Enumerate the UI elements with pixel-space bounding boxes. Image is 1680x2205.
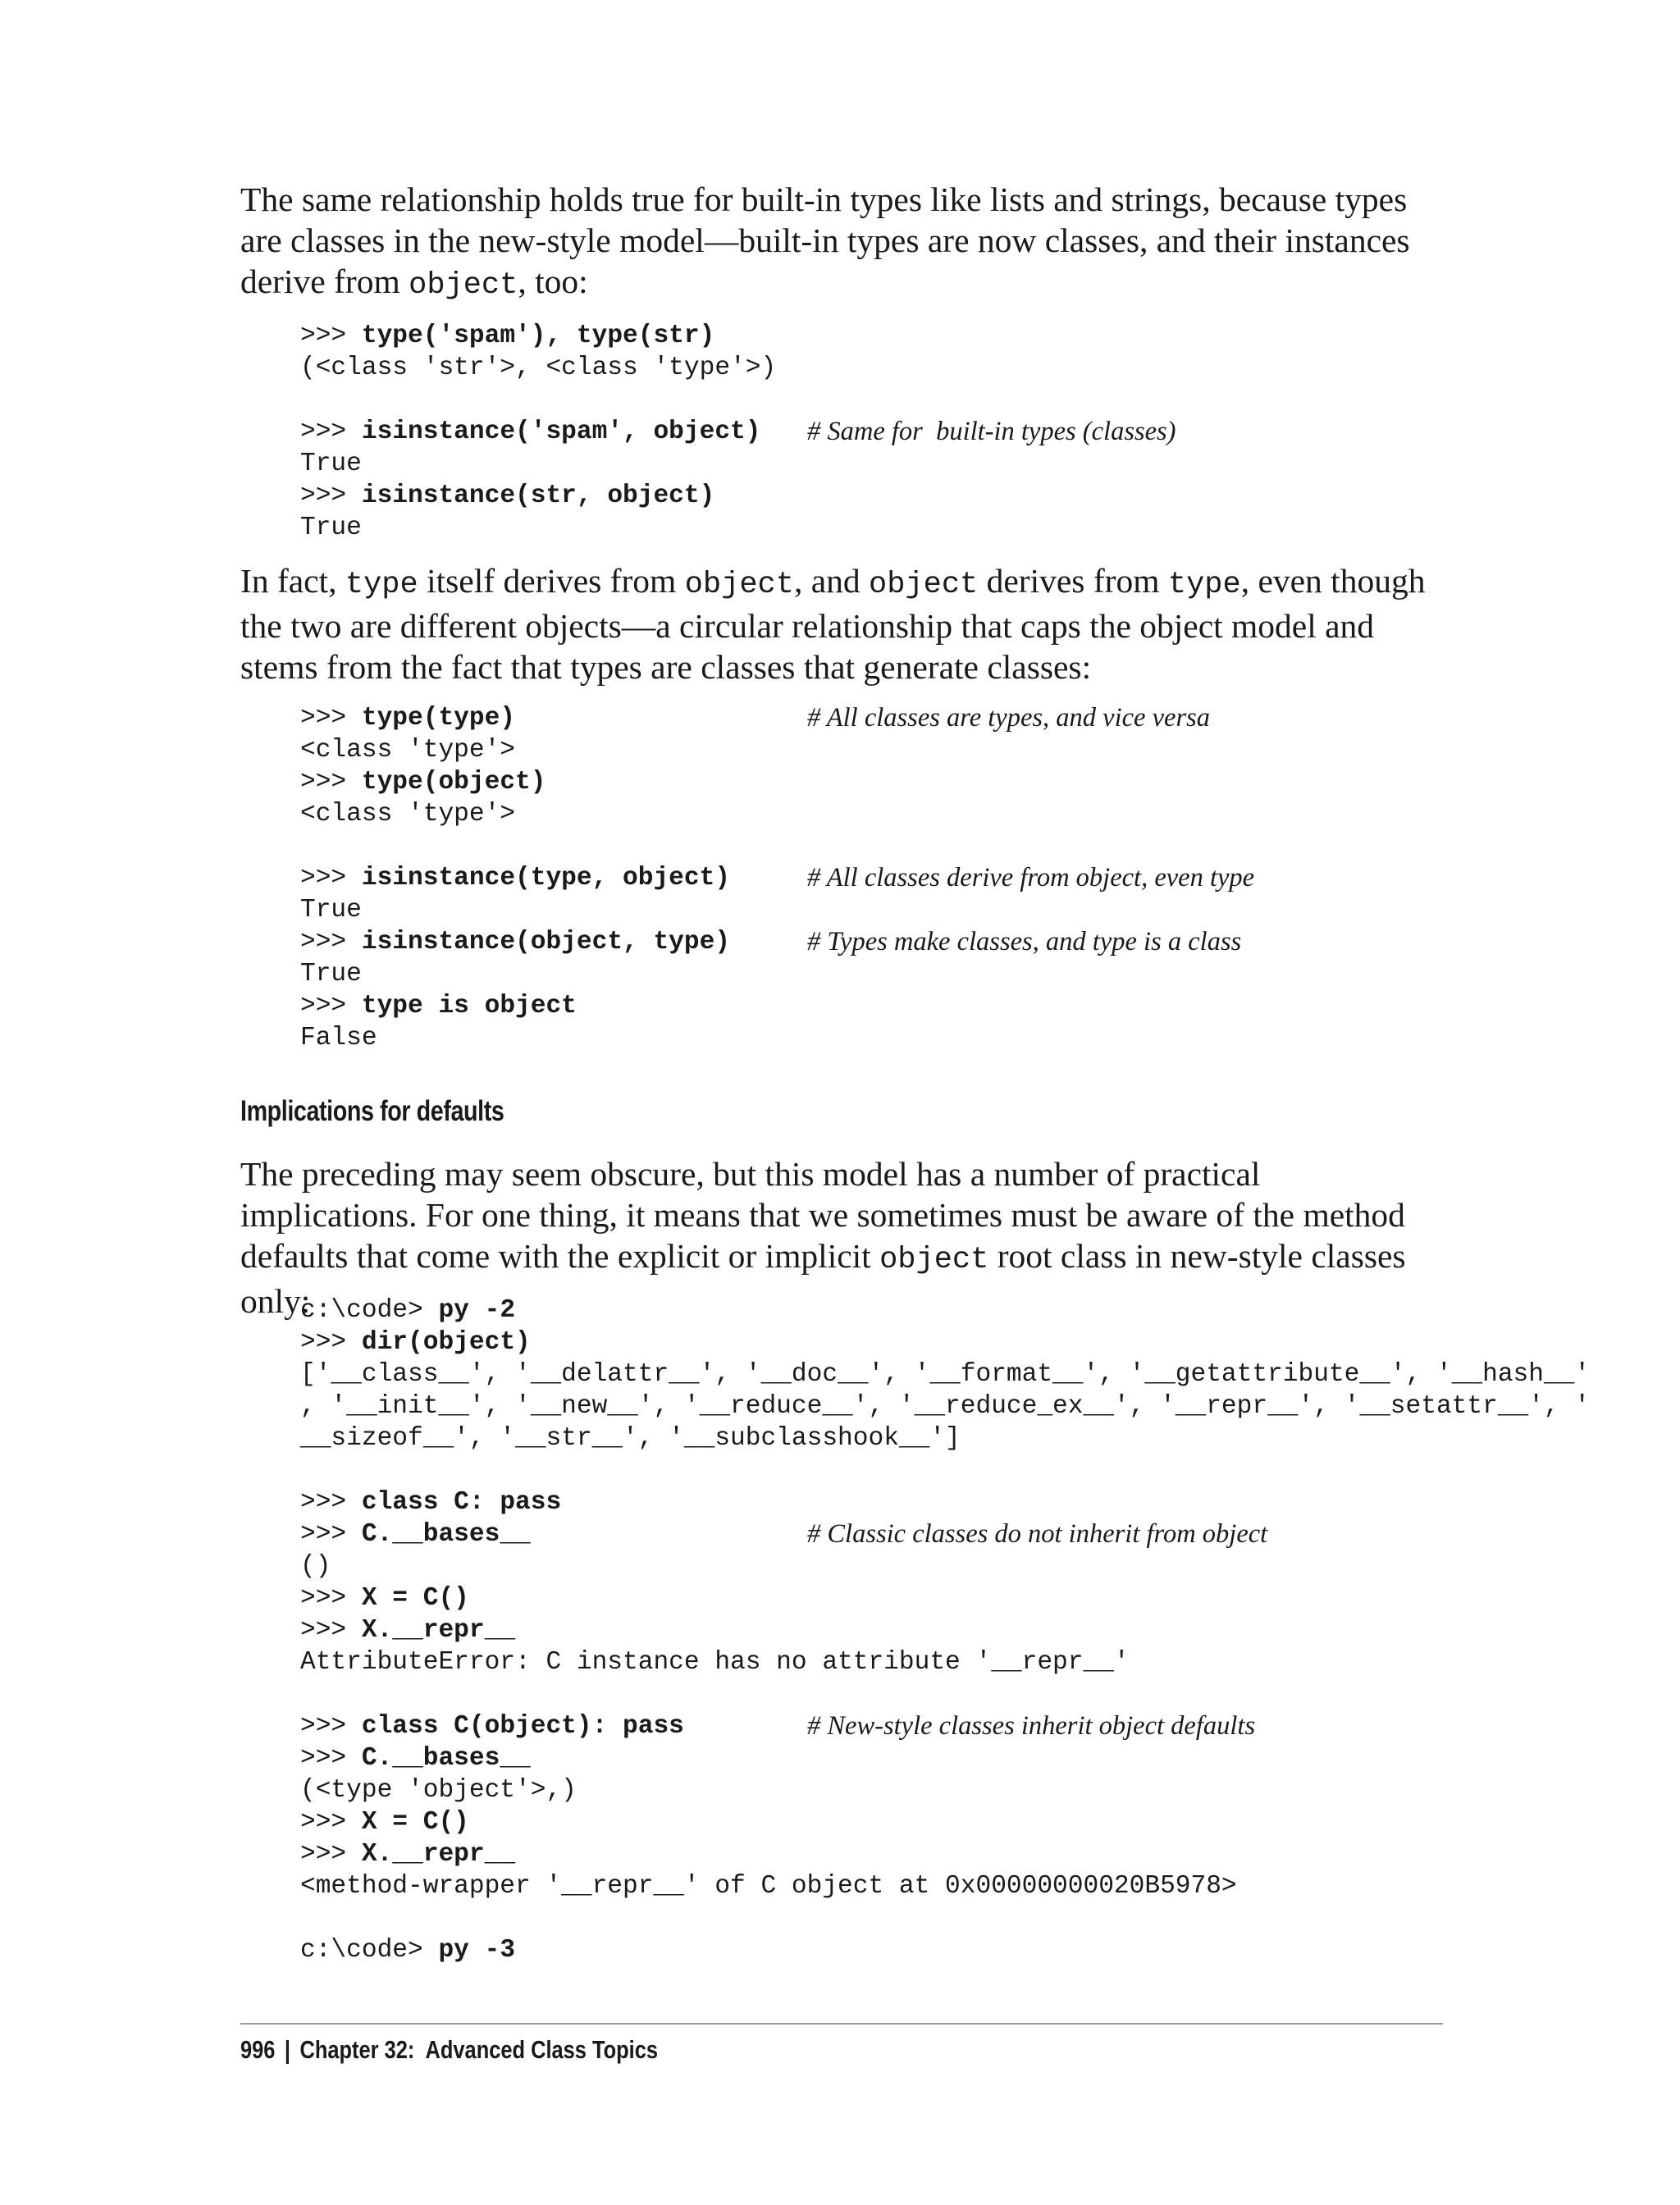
code-output: <class 'type'> <box>300 800 516 829</box>
code-line <box>300 352 1449 384</box>
code-output: <method-wrapper '__repr__' of C object at 0x00000000020B5978> <box>300 1872 1237 1901</box>
code-line <box>300 1774 1449 1806</box>
code-prompt: >>> <box>300 768 362 797</box>
code-line <box>300 1422 1449 1454</box>
code-input: isinstance('spam', object) <box>361 418 761 446</box>
code-line <box>300 320 1449 352</box>
code-line <box>300 1518 1449 1550</box>
paragraph-text: The same relationship holds true for built-in types like lists and strings, because types are classes in the new-style model—built-in types are now classes, and their instances derive from <box>240 180 1410 300</box>
code-output: __sizeof__', '__str__', '__subclasshook__'] <box>300 1424 961 1453</box>
code-line <box>300 798 1449 830</box>
code-blank-line <box>300 1454 1449 1486</box>
code-line <box>300 416 1449 448</box>
code-block-type-object <box>300 702 1449 1054</box>
code-line <box>300 1646 1449 1678</box>
paragraph-text: , and <box>793 562 869 600</box>
inline-code: object <box>879 1243 989 1277</box>
code-prompt: c:\code> <box>300 1936 439 1965</box>
code-comment: # Classic classes do not inherit from object <box>807 1519 1268 1549</box>
code-line <box>300 1294 1449 1326</box>
code-line <box>300 734 1449 766</box>
code-output: False <box>300 1024 377 1052</box>
code-blank-line <box>300 1902 1449 1934</box>
code-block-builtin-types <box>300 320 1449 544</box>
paragraph-builtin-types <box>240 179 1443 306</box>
code-line <box>300 862 1449 894</box>
code-blank-line <box>300 384 1449 416</box>
code-input: X = C() <box>361 1808 469 1837</box>
code-line <box>300 894 1449 926</box>
code-comment: # Same for built-in types (classes) <box>807 417 1176 446</box>
code-input: X.__repr__ <box>361 1616 516 1645</box>
code-line <box>300 1022 1449 1054</box>
paragraph-text: root class in new-style classes only: <box>240 1237 1406 1320</box>
code-prompt: >>> <box>300 322 362 350</box>
section-heading: Implications for defaults <box>240 1095 504 1127</box>
code-prompt: >>> <box>300 1808 362 1837</box>
paragraph-text: , even though the two are different objects—a circular relationship that caps the object model and stems from the fact that types are classes that generate classes: <box>240 562 1426 686</box>
code-prompt: >>> <box>300 864 362 892</box>
code-output: , '__init__', '__new__', '__reduce__', '__reduce_ex__', '__repr__', '__setattr__', ' <box>300 1392 1591 1421</box>
code-blank-line <box>300 830 1449 862</box>
code-prompt: >>> <box>300 1840 362 1869</box>
page-number: 996 <box>240 2035 276 2064</box>
code-input: py -2 <box>438 1296 516 1325</box>
code-input: isinstance(str, object) <box>361 482 715 510</box>
code-output: (<class 'str'>, <class 'type'>) <box>300 354 777 382</box>
code-output: True <box>300 960 362 988</box>
paragraph-type-object-circular <box>240 560 1443 687</box>
inline-code: object <box>684 568 794 602</box>
code-line <box>300 1486 1449 1518</box>
code-input: type is object <box>361 992 577 1020</box>
code-line <box>300 1582 1449 1614</box>
code-output: True <box>300 896 362 924</box>
paragraph-text: , too: <box>518 262 588 300</box>
code-input: C.__bases__ <box>361 1744 531 1773</box>
code-prompt: >>> <box>300 1744 362 1773</box>
inline-code: type <box>345 568 418 602</box>
code-prompt: >>> <box>300 482 362 510</box>
paragraph-text: derives from <box>978 562 1168 600</box>
code-output: True <box>300 450 362 478</box>
footer-divider <box>240 2023 1443 2025</box>
code-output: <class 'type'> <box>300 736 516 765</box>
paragraph-text: The preceding may seem obscure, but this model has a number of practical implications. For one thing, it means that we sometimes must be aware of the method defaults that come with the explicit or implicit <box>240 1155 1405 1275</box>
inline-code: type <box>1167 568 1241 602</box>
code-input: type('spam'), type(str) <box>361 322 715 350</box>
code-line <box>300 480 1449 512</box>
code-line <box>300 1742 1449 1774</box>
code-input: class C: pass <box>361 1488 562 1517</box>
code-block-defaults <box>300 1294 1591 1966</box>
code-line <box>300 512 1449 544</box>
code-input: C.__bases__ <box>361 1520 531 1549</box>
code-line <box>300 1550 1449 1582</box>
code-comment: # Types make classes, and type is a class <box>807 927 1242 956</box>
code-input: type(object) <box>361 768 546 797</box>
code-input: isinstance(object, type) <box>361 928 731 956</box>
code-prompt: >>> <box>300 1488 362 1517</box>
page-footer <box>240 2035 658 2065</box>
code-prompt: >>> <box>300 704 362 733</box>
code-prompt: c:\code> <box>300 1296 439 1325</box>
code-line <box>300 1838 1449 1870</box>
code-line <box>300 1390 1591 1422</box>
code-output: ['__class__', '__delattr__', '__doc__', '__format__', '__getattribute__', '__hash__' <box>300 1360 1591 1389</box>
code-line <box>300 1326 1449 1358</box>
chapter-title: Chapter 32: Advanced Class Topics <box>299 2035 659 2064</box>
code-output: AttributeError: C instance has no attribute '__repr__' <box>300 1648 1130 1677</box>
code-input: py -3 <box>438 1936 516 1965</box>
code-prompt: >>> <box>300 418 362 446</box>
code-input: X.__repr__ <box>361 1840 516 1869</box>
code-prompt: >>> <box>300 1328 362 1357</box>
code-prompt: >>> <box>300 928 362 956</box>
code-output: True <box>300 514 362 542</box>
paragraph-text: In fact, <box>240 562 345 600</box>
code-input: type(type) <box>361 704 516 733</box>
code-input: isinstance(type, object) <box>361 864 731 892</box>
code-comment: # All classes derive from object, even type <box>807 863 1255 892</box>
inline-code: object <box>869 568 979 602</box>
code-comment: # New-style classes inherit object defaults <box>807 1711 1256 1741</box>
code-line <box>300 1710 1449 1742</box>
code-line <box>300 1870 1449 1902</box>
code-line <box>300 990 1449 1022</box>
code-input: X = C() <box>361 1584 469 1613</box>
inline-code: object <box>409 268 518 303</box>
code-prompt: >>> <box>300 1584 362 1613</box>
code-comment: # All classes are types, and vice versa <box>807 703 1210 733</box>
code-prompt: >>> <box>300 1616 362 1645</box>
footer-separator: | <box>284 2035 291 2064</box>
code-output: (<type 'object'>,) <box>300 1776 577 1805</box>
code-line <box>300 1934 1449 1966</box>
code-output: () <box>300 1552 331 1581</box>
paragraph-text: itself derives from <box>418 562 685 600</box>
code-line <box>300 702 1449 734</box>
code-input: dir(object) <box>361 1328 531 1357</box>
code-input: class C(object): pass <box>361 1712 684 1741</box>
code-blank-line <box>300 1678 1449 1710</box>
code-line <box>300 926 1449 958</box>
code-line <box>300 1358 1591 1390</box>
code-prompt: >>> <box>300 1520 362 1549</box>
code-line <box>300 448 1449 480</box>
code-prompt: >>> <box>300 1712 362 1741</box>
code-line <box>300 766 1449 798</box>
code-prompt: >>> <box>300 992 362 1020</box>
code-line <box>300 1614 1449 1646</box>
code-line <box>300 1806 1449 1838</box>
code-line <box>300 958 1449 990</box>
